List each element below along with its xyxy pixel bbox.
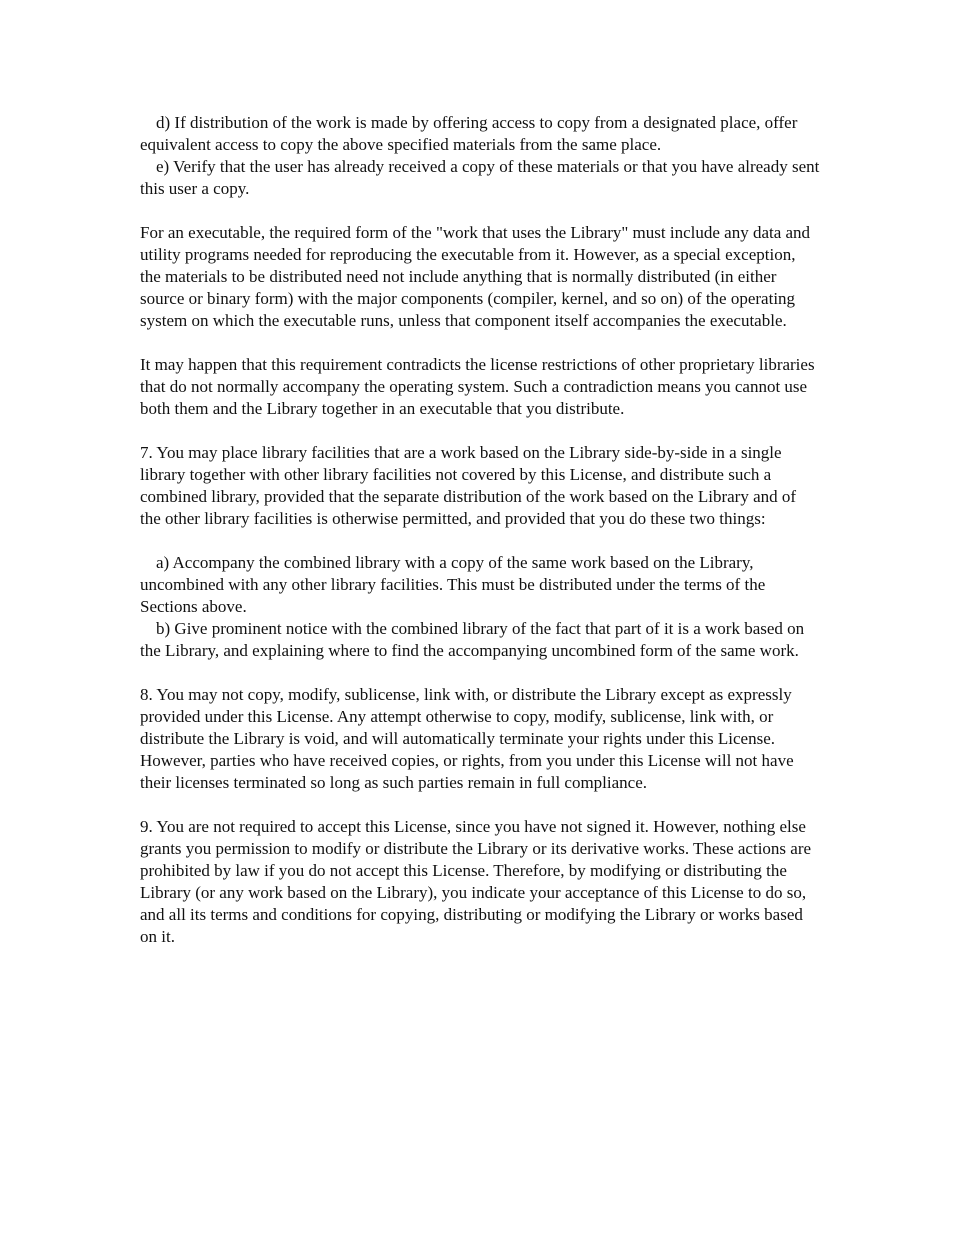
paragraph-gap <box>140 200 820 222</box>
paragraph-b: b) Give prominent notice with the combined library of the fact that part of it is a work based on the Library, and explaining where to find the accompanying uncombined form of the same work. <box>140 619 805 660</box>
section-9: 9. You are not required to accept this License, since you have not signed it. However, nothing else grants you permission to modify or distribute the Library or its derivative works. These actions are prohibited by law if you do not accept this License. Therefore, by modifying or distributing the Library (or any work based on the Library), you indicate your acceptance of this License to do so, and all its terms and conditions for copying, distributing or modifying the Library or works based on it. <box>140 817 812 946</box>
paragraph-d: d) If distribution of the work is made by offering access to copy from a designated place, offer equivalent access to copy the above specified materials from the same place. <box>140 113 798 154</box>
paragraph-e: e) Verify that the user has already received a copy of these materials or that you have already sent this user a copy. <box>140 157 820 198</box>
paragraph-gap <box>140 332 820 354</box>
paragraph-gap <box>140 420 820 442</box>
paragraph-executable-form: For an executable, the required form of the "work that uses the Library" must include any data and utility programs needed for reproducing the executable from it. However, as a special exception, the materials to be distributed need not include anything that is normally distributed (in either source or binary form) with the major components (compiler, kernel, and so on) of the operating system on which the executable runs, unless that component itself accompanies the executable. <box>140 223 811 330</box>
paragraph-contradiction: It may happen that this requirement contradicts the license restrictions of other proprietary libraries that do not normally accompany the operating system. Such a contradiction means you cannot use both them and the Library together in an executable that you distribute. <box>140 355 815 418</box>
license-text <box>140 112 820 948</box>
section-8: 8. You may not copy, modify, sublicense, link with, or distribute the Library except as expressly provided under this License. Any attempt otherwise to copy, modify, sublicense, link with, or distribute the Library is void, and will automatically terminate your rights under this License. However, parties who have received copies, or rights, from you under this License will not have their licenses terminated so long as such parties remain in full compliance. <box>140 685 794 792</box>
section-7: 7. You may place library facilities that are a work based on the Library side-by-side in a single library together with other library facilities not covered by this License, and distribute such a combined library, provided that the separate distribution of the work based on the Library and of the other library facilities is otherwise permitted, and provided that you do these two things: <box>140 443 797 528</box>
paragraph-gap <box>140 530 820 552</box>
paragraph-gap <box>140 662 820 684</box>
paragraph-a: a) Accompany the combined library with a copy of the same work based on the Library, uncombined with any other library facilities. This must be distributed under the terms of the Sections above. <box>140 553 766 616</box>
paragraph-gap <box>140 794 820 816</box>
